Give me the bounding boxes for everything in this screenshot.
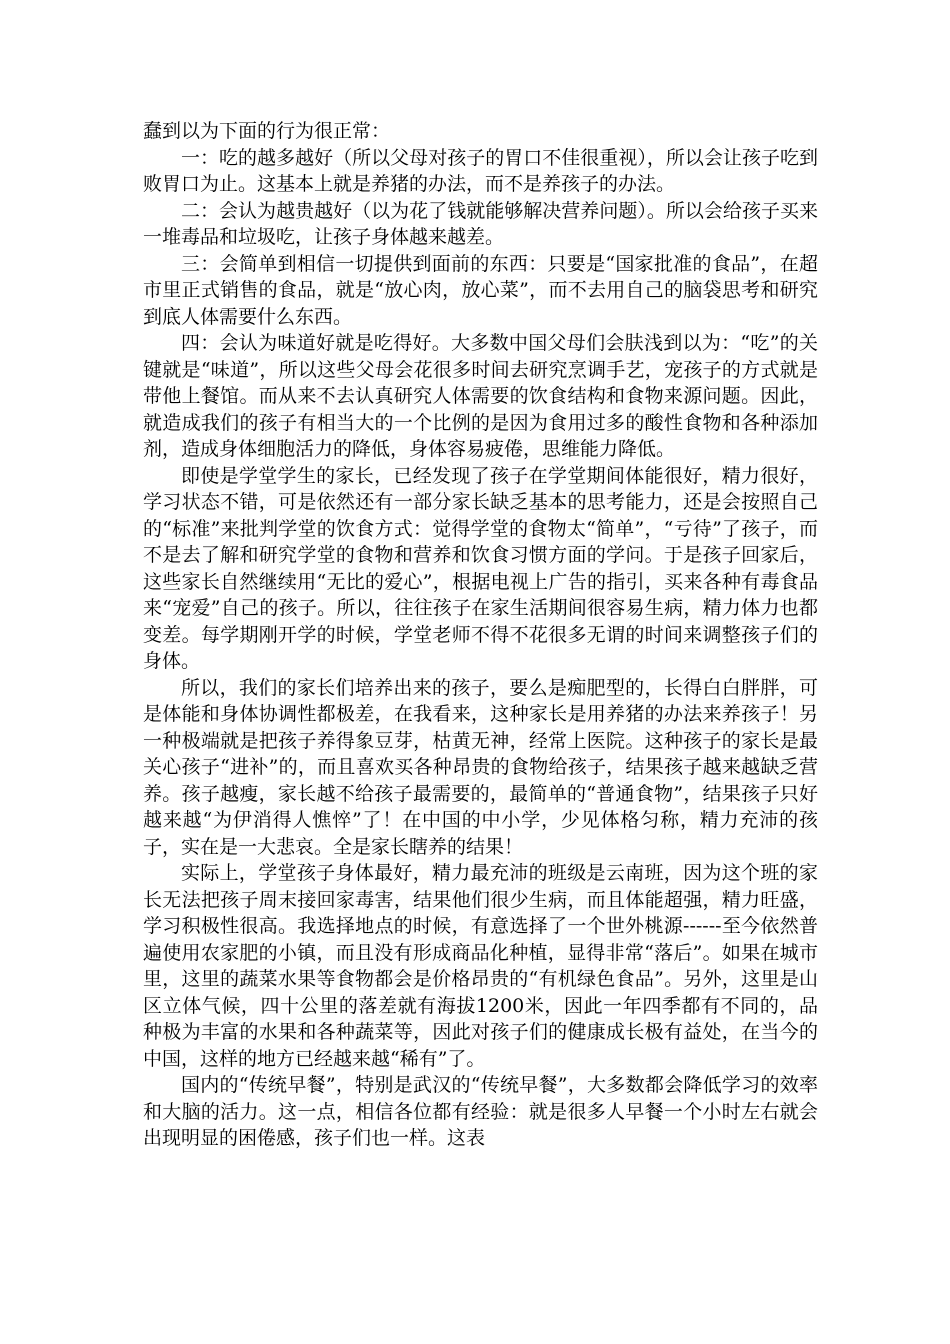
paragraph-intro: 蠢到以为下面的行为很正常： [143, 120, 391, 142]
paragraph-point-three: 三：会简单到相信一切提供到面前的东西：只要是“国家批准的食品”，在超市里正式销售的食品，就是“放心肉，放心菜”，而不去用自己的脑袋思考和研究到底人体需要什么东西。 [143, 252, 818, 328]
document-body [143, 118, 818, 1152]
paragraph-yunnan-class: 实际上，学堂孩子身体最好，精力最充沛的班级是云南班，因为这个班的家长无法把孩子周末接回家毒害，结果他们很少生病，而且体能超强，精力旺盛，学习积极性很高。我选择地点的时候，有意选择了一个世外桃源------至今依然普遍使用农家肥的小镇，而且没有形成商品化种植，显得非常“落后”。如果在城市里，这里的蔬菜水果等食物都会是价格昂贵的“有机绿色食品”。另外，这里是山区立体气候，四十公里的落差就有海拔1200米，因此一年四季都有不同的，品种极为丰富的水果和各种蔬菜等，因此对孩子们的健康成长极有益处，在当今的中国，这样的地方已经越来越“稀有”了。 [143, 862, 818, 1070]
paragraph-point-two: 二：会认为越贵越好（以为花了钱就能够解决营养问题）。所以会给孩子买来一堆毒品和垃圾吃，让孩子身体越来越差。 [143, 199, 818, 248]
paragraph-point-four: 四：会认为味道好就是吃得好。大多数中国父母们会肤浅到以为：“吃”的关键就是“味道”，所以这些父母会花很多时间去研究烹调手艺，宠孩子的方式就是带他上餐馆。而从来不去认真研究人体需要的饮食结构和食物来源问题。因此，就造成我们的孩子有相当大的一个比例的是因为食用过多的酸性食物和各种添加剂，造成身体细胞活力的降低，身体容易疲倦，思维能力降低。 [143, 332, 818, 460]
paragraph-school-parents: 即使是学堂学生的家长，已经发现了孩子在学堂期间体能很好，精力很好，学习状态不错，可是依然还有一部分家长缺乏基本的思考能力，还是会按照自己的“标准”来批判学堂的饮食方式：觉得学堂的食物太“简单”，“亏待”了孩子，而不是去了解和研究学堂的食物和营养和饮食习惯方面的学问。于是孩子回家后，这些家长自然继续用“无比的爱心”，根据电视上广告的指引，买来各种有毒食品来“宠爱”自己的孩子。所以，往往孩子在家生活期间很容易生病，精力体力也都变差。每学期刚开学的时候，学堂老师不得不花很多无谓的时间来调整孩子们的身体。 [143, 464, 818, 672]
paragraph-child-types: 所以，我们的家长们培养出来的孩子，要么是痴肥型的，长得白白胖胖，可是体能和身体协调性都极差，在我看来，这种家长是用养猪的办法来养孩子！另一种极端就是把孩子养得象豆芽，枯黄无神，经常上医院。这种孩子的家长是最关心孩子“进补”的，而且喜欢买各种昂贵的食物给孩子，结果孩子越来越缺乏营养。孩子越瘦，家长越不给孩子最需要的，最简单的“普通食物”，结果孩子只好越来越“为伊消得人憔悴”了！在中国的中小学，少见体格匀称，精力充沛的孩子，实在是一大悲哀。全是家长瞎养的结果！ [143, 676, 818, 858]
paragraph-breakfast: 国内的“传统早餐”，特别是武汉的“传统早餐”，大多数都会降低学习的效率和大脑的活力。这一点，相信各位都有经验：就是很多人早餐一个小时左右就会出现明显的困倦感，孩子们也一样。这表 [143, 1074, 818, 1149]
paragraph-point-one: 一：吃的越多越好（所以父母对孩子的胃口不佳很重视），所以会让孩子吃到败胃口为止。这基本上就是养猪的办法，而不是养孩子的办法。 [143, 146, 818, 195]
